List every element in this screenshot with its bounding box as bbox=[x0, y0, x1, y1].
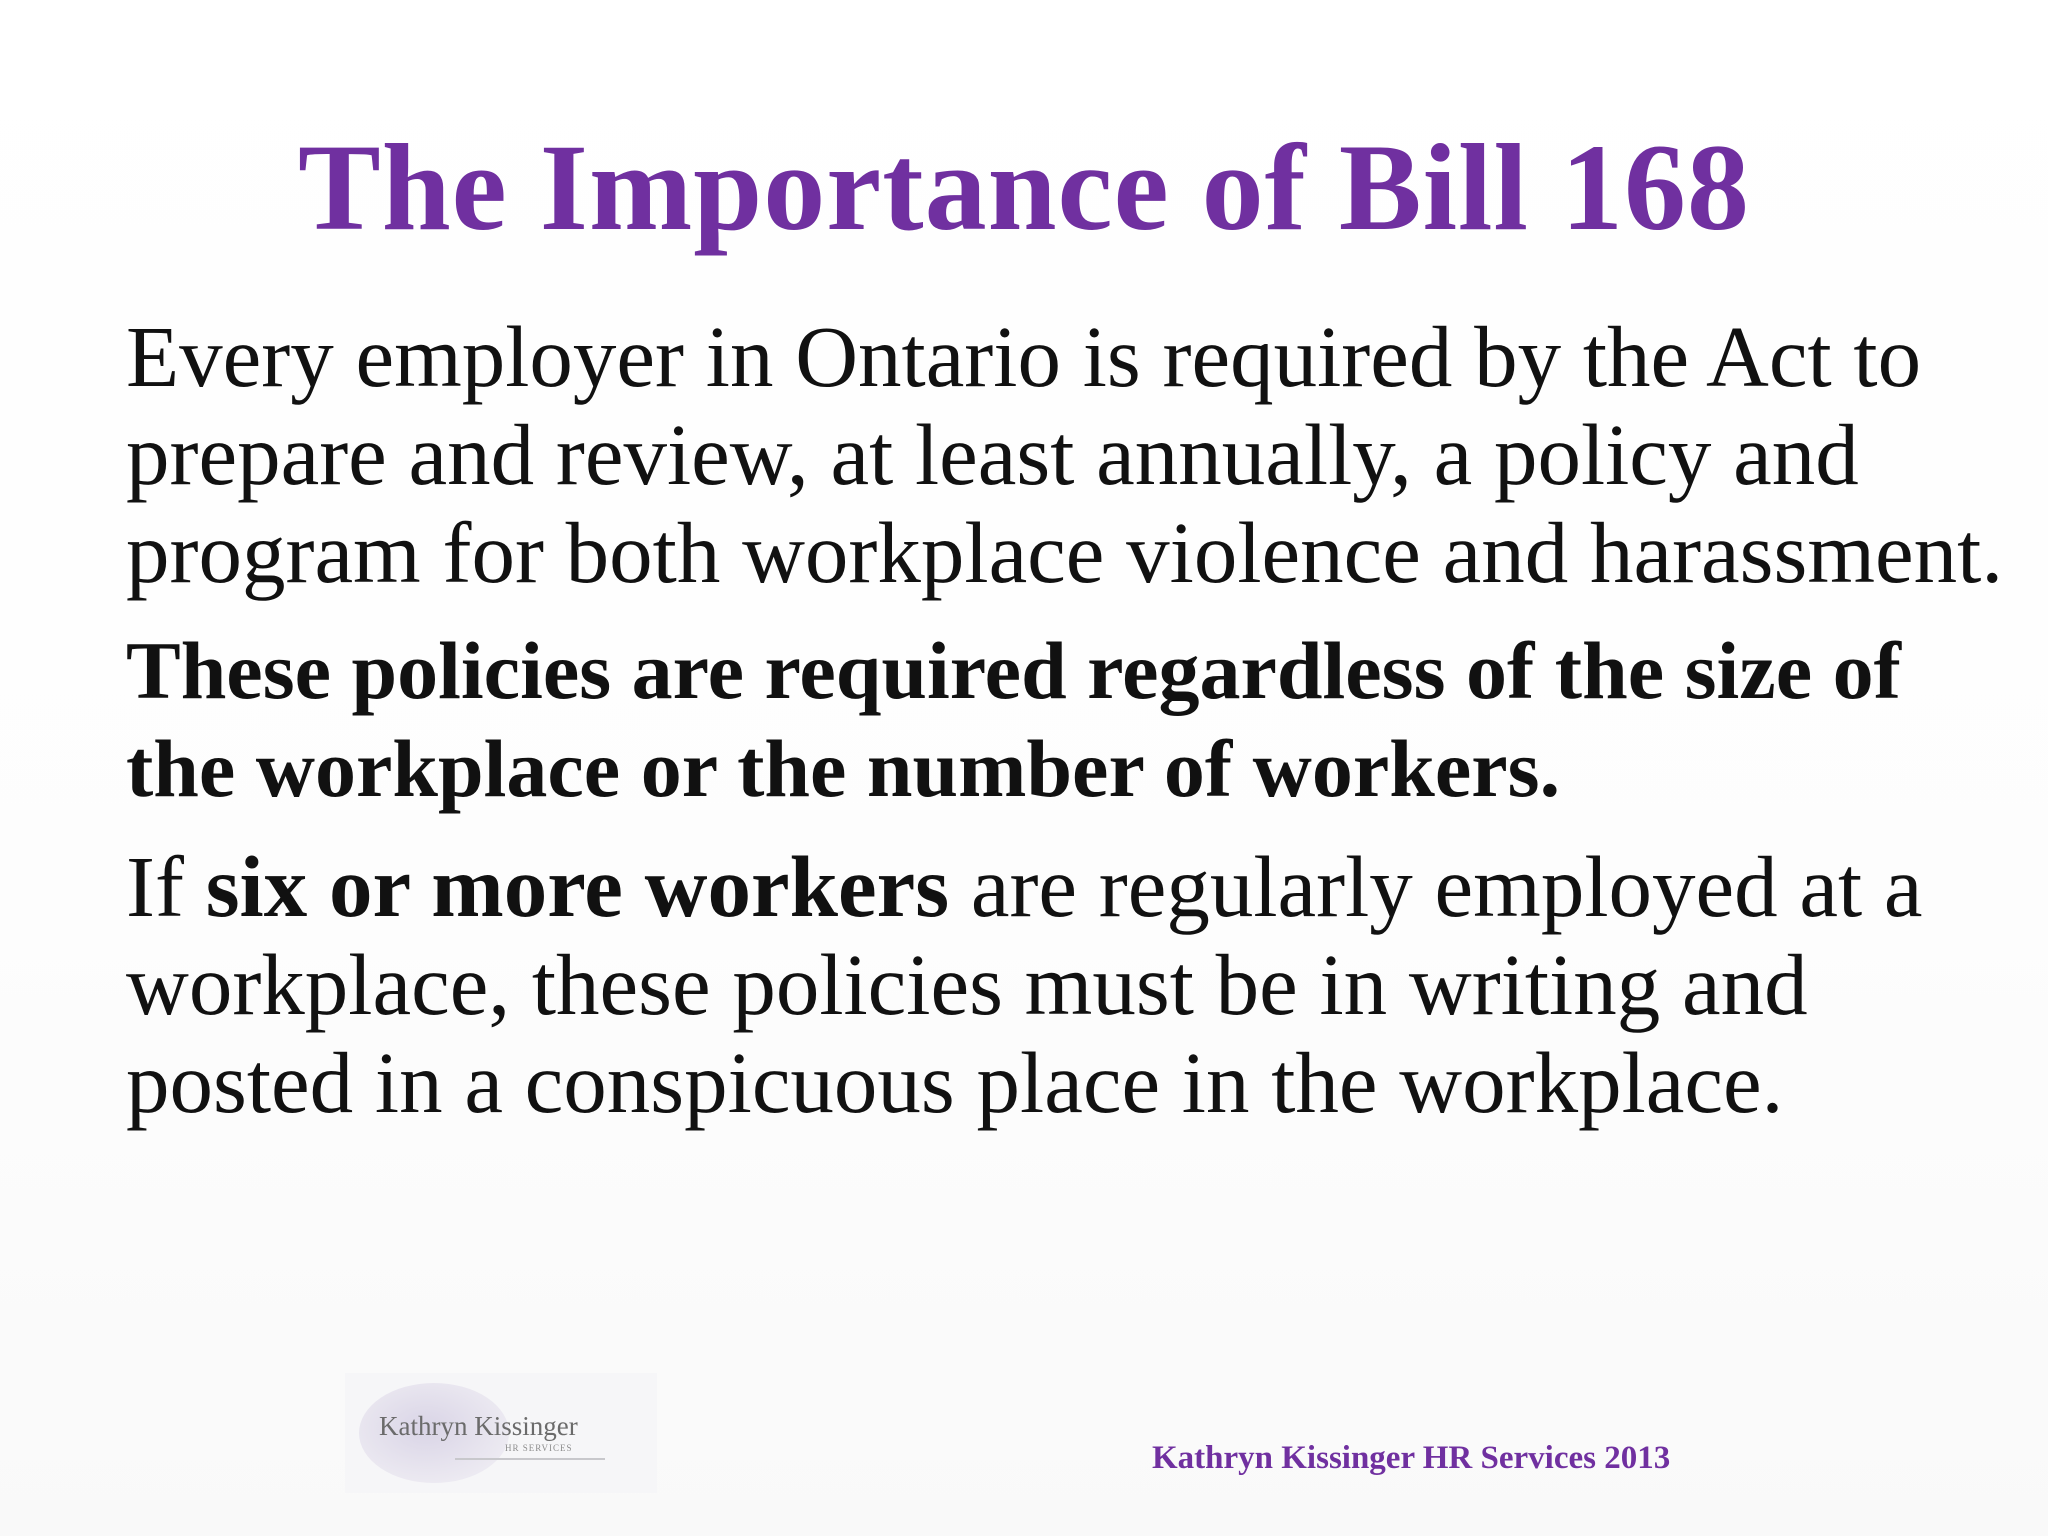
logo-name: Kathryn Kissinger bbox=[379, 1411, 578, 1441]
company-logo bbox=[345, 1373, 657, 1493]
paragraph-emphasis: six or more workers bbox=[205, 838, 950, 935]
paragraph-policies-required: These policies are required regardless of the size of the workplace or the number of workers. bbox=[126, 625, 1901, 814]
paragraph-six-or-more bbox=[126, 838, 2006, 1132]
paragraph-lead: If bbox=[126, 838, 206, 935]
footer-credit: Kathryn Kissinger HR Services 2013 bbox=[1152, 1440, 1671, 1476]
logo-divider bbox=[455, 1458, 605, 1460]
paragraph-rest: are regularly employed at a workplace, these policies must be in writing and posted in a conspicuous place in the workplace. bbox=[126, 838, 1923, 1131]
slide-title: The Importance of Bill 168 bbox=[298, 119, 1750, 256]
logo-subtitle: HR SERVICES bbox=[505, 1443, 573, 1453]
paragraph-employer-requirement: Every employer in Ontario is required by the Act to prepare and review, at least annually, a policy and program for both workplace violence and harassment. bbox=[126, 308, 2004, 601]
slide-body bbox=[126, 308, 2006, 1132]
